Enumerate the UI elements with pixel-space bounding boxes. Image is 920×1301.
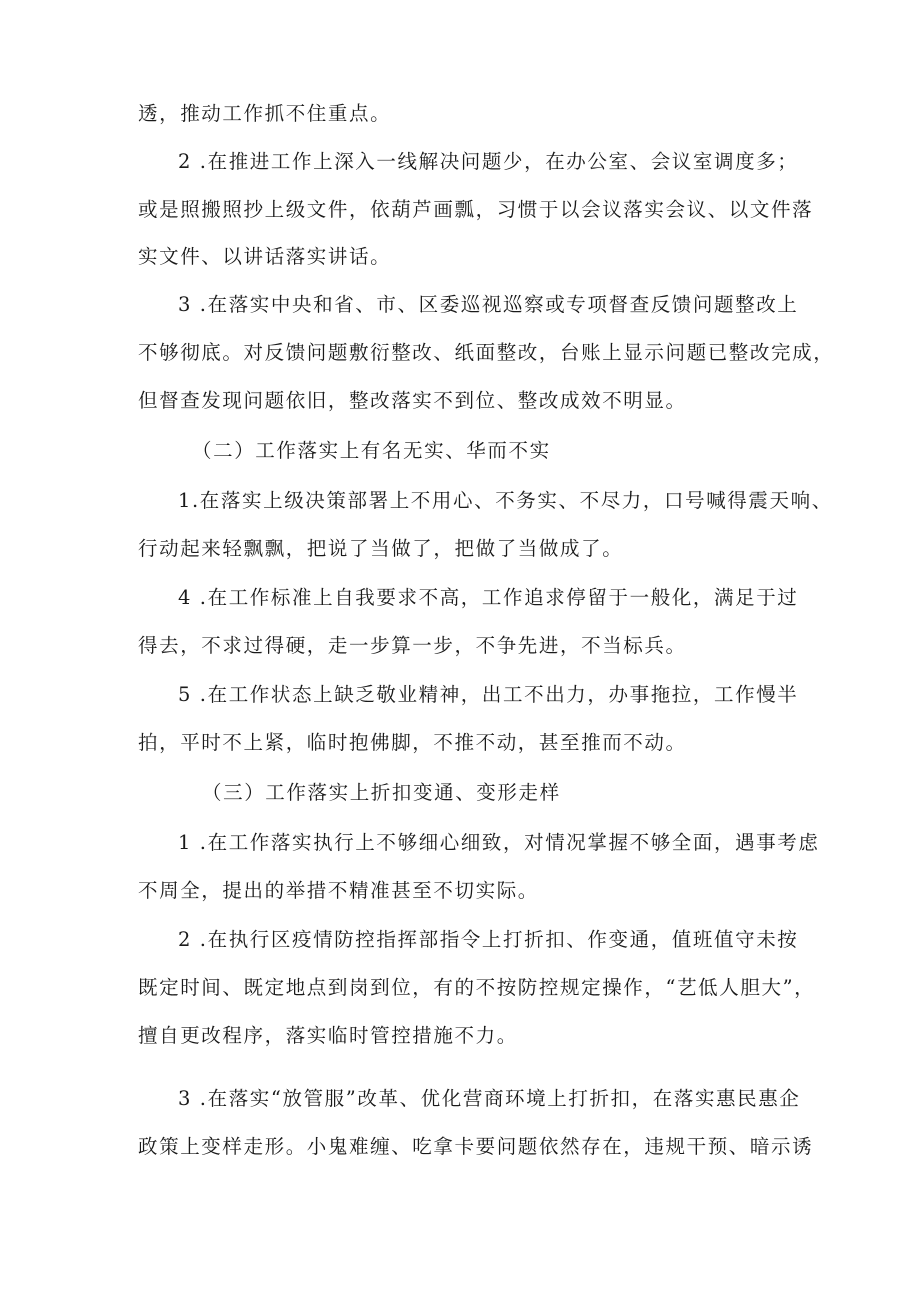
paragraph-line: 实文件、以讲话落实讲话。	[138, 245, 392, 268]
paragraph-line: 行动起来轻飘飘，把说了当做了，把做了当做成了。	[138, 537, 624, 560]
paragraph-line: 拍，平时不上紧，临时抱佛脚，不推不动，甚至推而不动。	[138, 731, 687, 754]
paragraph-line: 得去，不求过得硬，走一步算一步，不争先进，不当标兵。	[138, 634, 687, 657]
paragraph-line: 但督查发现问题依旧，整改落实不到位、整改成效不明显。	[138, 389, 687, 412]
section-heading: （二）工作落实上有名无实、华而不实	[192, 439, 551, 462]
paragraph-line: 擅自更改程序，落实临时管控措施不力。	[138, 1024, 518, 1047]
paragraph-line: 政策上变样走形。小鬼难缠、吃拿卡要问题依然存在，违规干预、暗示诱	[138, 1135, 814, 1158]
paragraph-line: 5 .在工作状态上缺乏敬业精神，出工不出力，办事拖拉，工作慢半	[178, 683, 799, 706]
paragraph-line: 不够彻底。对反馈问题敷衍整改、纸面整改，台账上显示问题已整改完成，	[138, 341, 835, 364]
paragraph-line: 透，推动工作抓不住重点。	[138, 102, 392, 125]
paragraph-line: 2 .在执行区疫情防控指挥部指令上打折扣、作变通，值班值守未按	[178, 928, 799, 951]
paragraph-line: 1.在落实上级决策部署上不用心、不务实、不尽力，口号喊得震天响、	[178, 489, 833, 512]
paragraph-line: 既定时间、既定地点到岗到位，有的不按防控规定操作，“艺低人胆大”，	[138, 976, 816, 999]
paragraph-line: 1 .在工作落实执行上不够细心细致，对情况掌握不够全面，遇事考虑	[178, 831, 820, 854]
paragraph-line: 3 .在落实“放管服”改革、优化营商环境上打折扣，在落实惠民惠企	[178, 1087, 801, 1110]
paragraph-line: 3 .在落实中央和省、市、区委巡视巡察或专项督查反馈问题整改上	[178, 293, 799, 316]
section-heading: （三）工作落实上折扣变通、变形走样	[202, 781, 561, 804]
paragraph-line: 2 .在推进工作上深入一线解决问题少，在办公室、会议室调度多；	[178, 150, 799, 173]
paragraph-line: 4 .在工作标准上自我要求不高，工作追求停留于一般化，满足于过	[178, 586, 799, 609]
paragraph-line: 或是照搬照抄上级文件，依葫芦画瓢，习惯于以会议落实会议、以文件落	[138, 198, 814, 221]
paragraph-line: 不周全，提出的举措不精准甚至不切实际。	[138, 879, 539, 902]
